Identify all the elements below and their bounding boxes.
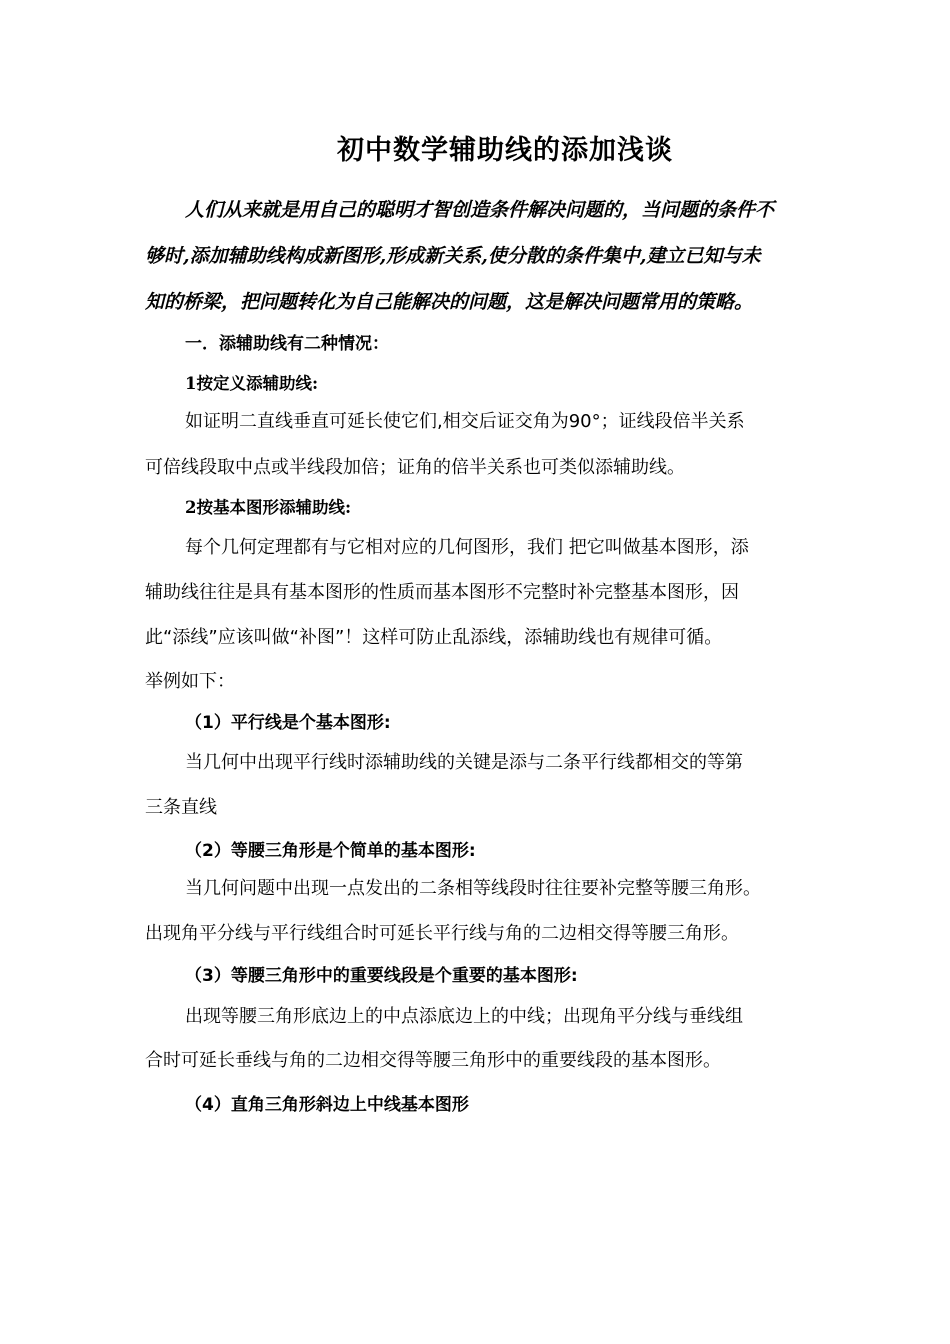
intro-line-2: 够时,添加辅助线构成新图形,形成新关系,使分散的条件集中,建立已知与未 (145, 245, 761, 267)
item1-body-line-2: 三条直线 (145, 797, 217, 818)
intro-line-1: 人们从来就是用自己的聪明才智创造条件解决问题的，当问题的条件不 (185, 199, 775, 221)
sub1-heading: 1按定义添辅助线: (185, 374, 319, 393)
item2-body-line-1: 当几何问题中出现一点发出的二条相等线段时往往要补完整等腰三角形。 (185, 878, 761, 899)
sub2-body-line-1: 每个几何定理都有与它相对应的几何图形，我们 把它叫做基本图形，添 (185, 537, 749, 558)
document-title: 初中数学辅助线的添加浅谈 (337, 135, 673, 166)
item2-heading: （2）等腰三角形是个简单的基本图形: (185, 841, 476, 861)
section-one-heading: 一．添辅助线有二种情况： (185, 334, 389, 354)
item3-body-line-1: 出现等腰三角形底边上的中点添底边上的中线；出现角平分线与垂线组 (185, 1006, 743, 1027)
item2-body-line-2: 出现角平分线与平行线组合时可延长平行线与角的二边相交得等腰三角形。 (145, 923, 739, 944)
sub2-body-line-3: 此“添线”应该叫做“补图”！这样可防止乱添线，添辅助线也有规律可循。 (145, 627, 723, 648)
sub2-heading: 2按基本图形添辅助线: (185, 498, 352, 517)
item3-body-line-2: 合时可延长垂线与角的二边相交得等腰三角形中的重要线段的基本图形。 (145, 1050, 721, 1071)
item4-heading: （4）直角三角形斜边上中线基本图形 (185, 1095, 469, 1115)
sub2-body-line-4: 举例如下： (145, 671, 235, 692)
intro-line-3: 知的桥梁，把问题转化为自己能解决的问题，这是解决问题常用的策略。 (145, 291, 754, 313)
item1-heading: （1）平行线是个基本图形: (185, 713, 391, 733)
sub1-body-line-2: 可倍线段取中点或半线段加倍；证角的倍半关系也可类似添辅助线。 (145, 457, 685, 478)
sub1-body-line-1: 如证明二直线垂直可延长使它们,相交后证交角为90°；证线段倍半关系 (185, 411, 745, 432)
item1-body-line-1: 当几何中出现平行线时添辅助线的关键是添与二条平行线都相交的等第 (185, 752, 743, 773)
item3-heading: （3）等腰三角形中的重要线段是个重要的基本图形: (185, 966, 578, 986)
sub2-body-line-2: 辅助线往往是具有基本图形的性质而基本图形不完整时补完整基本图形，因 (145, 582, 739, 603)
